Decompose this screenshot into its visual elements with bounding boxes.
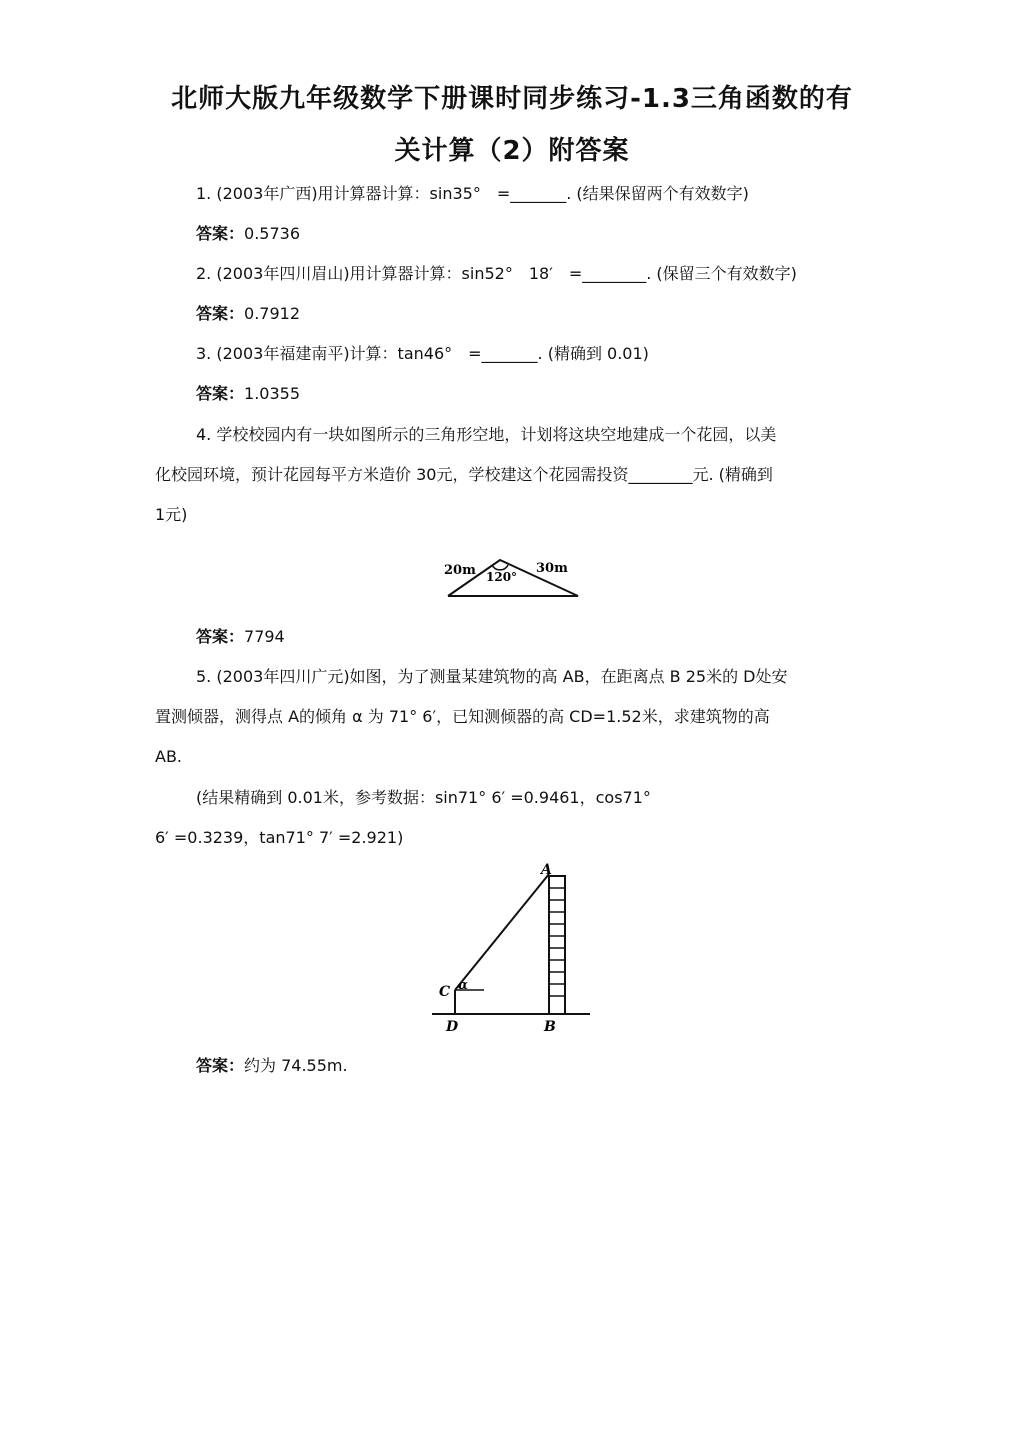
question-4-answer: [196, 627, 285, 647]
question-3-text: 3. (2003年福建南平)计算：tan46° =_______. (精确到 0.01): [196, 344, 649, 363]
question-4-text-line-3: 1元): [155, 505, 188, 524]
question-5-text-line-3: AB.: [155, 747, 183, 766]
question-5-answer: [196, 1056, 348, 1076]
question-5-text-line-4: (结果精确到 0.01米，参考数据：sin71° 6′ =0.9461，cos71°: [196, 788, 651, 807]
question-4-text-line-2: 化校园环境，预计花园每平方米造价 30元，学校建这个花园需投资________元. (精确到: [155, 465, 773, 484]
answer-label: 答案：: [196, 627, 245, 646]
answer-label: 答案：: [196, 304, 245, 323]
triangle-left-label: 20m: [444, 563, 476, 578]
question-1-text: 1. (2003年广西)用计算器计算：sin35° =_______. (结果保留两个有效数字): [196, 184, 749, 203]
building-height-figure: [426, 860, 596, 1044]
building-ab: [549, 876, 565, 1014]
answer-label: 答案：: [196, 384, 245, 403]
triangle-angle-label: 120°: [486, 570, 518, 584]
question-1-answer: [196, 224, 300, 244]
question-2-answer: [196, 304, 300, 324]
triangle-garden-figure: [436, 550, 596, 610]
document-title-line-1: 北师大版九年级数学下册课时同步练习-1.3三角函数的有: [171, 84, 853, 114]
point-b-label: B: [544, 1019, 556, 1035]
sight-line-ca: [455, 874, 549, 990]
answer-value: 0.7912: [244, 304, 300, 323]
answer-value: 1.0355: [244, 384, 300, 403]
answer-value: 7794: [244, 627, 285, 646]
question-3-answer: [196, 384, 300, 404]
answer-label: 答案：: [196, 224, 245, 243]
point-d-label: D: [446, 1019, 459, 1035]
point-c-label: C: [439, 984, 451, 1000]
answer-label: 答案：: [196, 1056, 245, 1075]
answer-value: 0.5736: [244, 224, 300, 243]
question-2-text: 2. (2003年四川眉山)用计算器计算：sin52° 18′ =________. (保留三个有效数字): [196, 264, 797, 283]
building-floors: [549, 888, 565, 996]
question-4-text-line-1: 4. 学校校园内有一块如图所示的三角形空地，计划将这块空地建成一个花园，以美: [196, 425, 777, 444]
question-5-text-line-2: 置测倾器，测得点 A的倾角 α 为 71° 6′，已知测倾器的高 CD=1.52米，求建筑物的高: [155, 707, 770, 726]
question-5-text-line-1: 5. (2003年四川广元)如图，为了测量某建筑物的高 AB，在距离点 B 25米的 D处安: [196, 667, 788, 686]
angle-alpha-label: α: [458, 978, 469, 993]
document-title-line-2: 关计算（2）附答案: [394, 136, 630, 166]
triangle-right-label: 30m: [536, 561, 568, 576]
answer-value: 约为 74.55m.: [244, 1056, 348, 1075]
point-a-label: A: [541, 862, 552, 878]
question-5-text-line-5: 6′ =0.3239，tan71° 7′ =2.921): [155, 828, 404, 847]
